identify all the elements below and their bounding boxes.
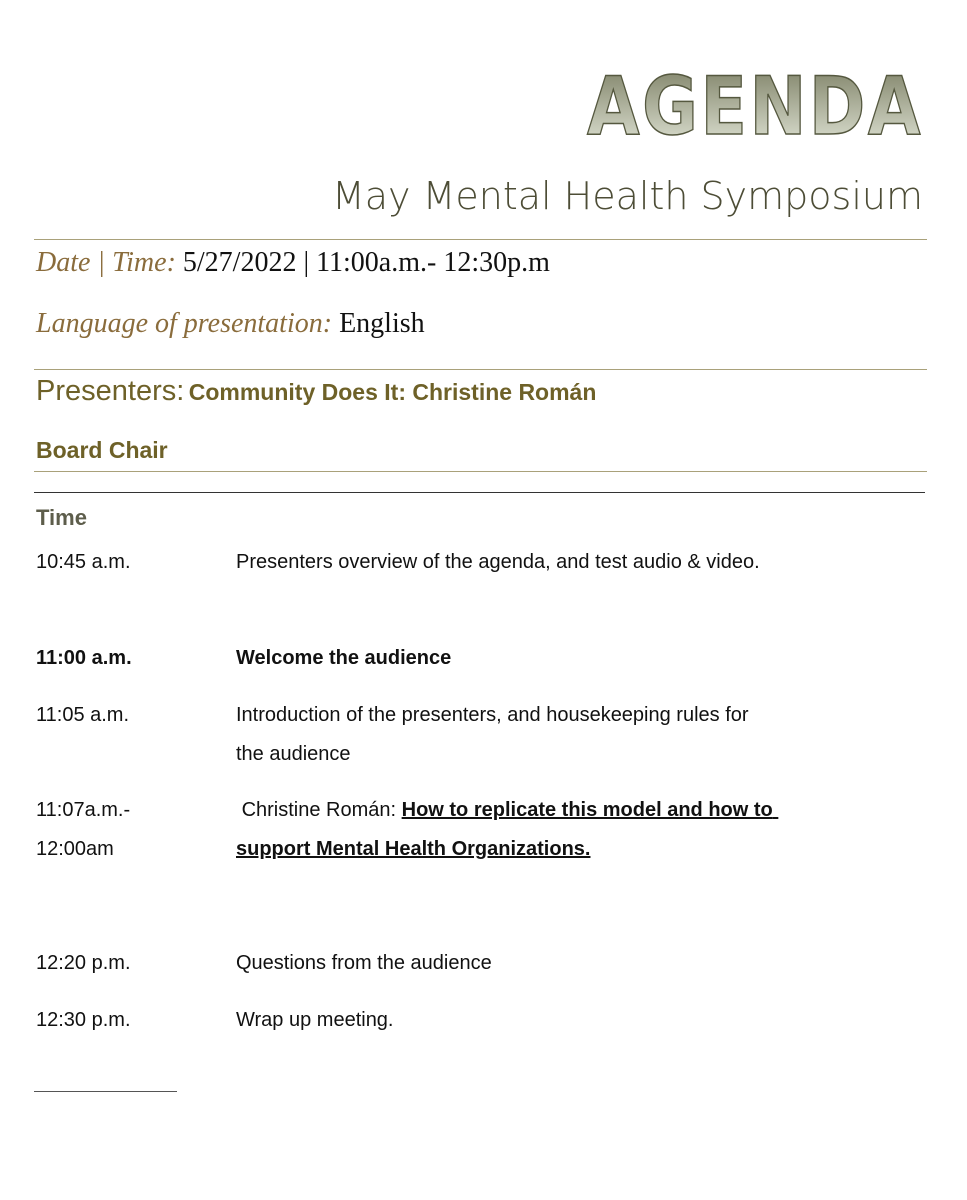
language-label: Language of presentation: <box>36 308 333 339</box>
schedule-desc: Introduction of the presenters, and housekeeping rules for the audience <box>236 704 749 765</box>
language-value: English <box>339 308 425 339</box>
date-time <box>36 247 550 279</box>
schedule-time: 11:07a.m.- 12:00am <box>36 799 131 860</box>
schedule-time: 10:45 a.m. <box>36 551 131 573</box>
schedule-time: 11:00 a.m. <box>36 647 132 669</box>
schedule-header: Time <box>36 505 87 530</box>
divider <box>34 369 927 370</box>
footnote-divider <box>34 1091 177 1092</box>
divider <box>34 471 927 472</box>
schedule-time: 11:05 a.m. <box>36 704 130 726</box>
language <box>36 308 425 340</box>
schedule-time: 12:30 p.m. <box>36 1009 131 1031</box>
schedule-time: 12:20 p.m. <box>36 952 131 974</box>
svg-text:AGENDA: AGENDA <box>587 60 923 153</box>
date-time-label: Date | Time: <box>36 247 176 278</box>
presenters-value: Community Does It: Christine Román <box>188 379 597 405</box>
schedule-desc <box>236 791 796 869</box>
divider <box>34 492 925 493</box>
schedule-desc: Welcome the audience <box>236 647 452 669</box>
presenter-role: Board Chair <box>36 437 168 463</box>
session-title-link[interactable]: How to replicate this model and how to support Mental Health Organizations. <box>236 799 779 860</box>
agenda-title <box>583 60 923 153</box>
presenters-label: Presenters: <box>36 375 185 407</box>
divider <box>34 239 927 240</box>
schedule-desc: Wrap up meeting. <box>236 1009 394 1031</box>
schedule-desc: Presenters overview of the agenda, and test audio & video. <box>236 551 760 573</box>
page-subtitle: May Mental Health Symposium <box>331 174 923 218</box>
schedule-desc-prefix: Christine Román: <box>236 799 402 821</box>
schedule-desc: Questions from the audience <box>236 952 492 974</box>
date-time-value: 5/27/2022 | 11:00a.m.- 12:30p.m <box>182 247 550 278</box>
presenters <box>36 375 596 408</box>
